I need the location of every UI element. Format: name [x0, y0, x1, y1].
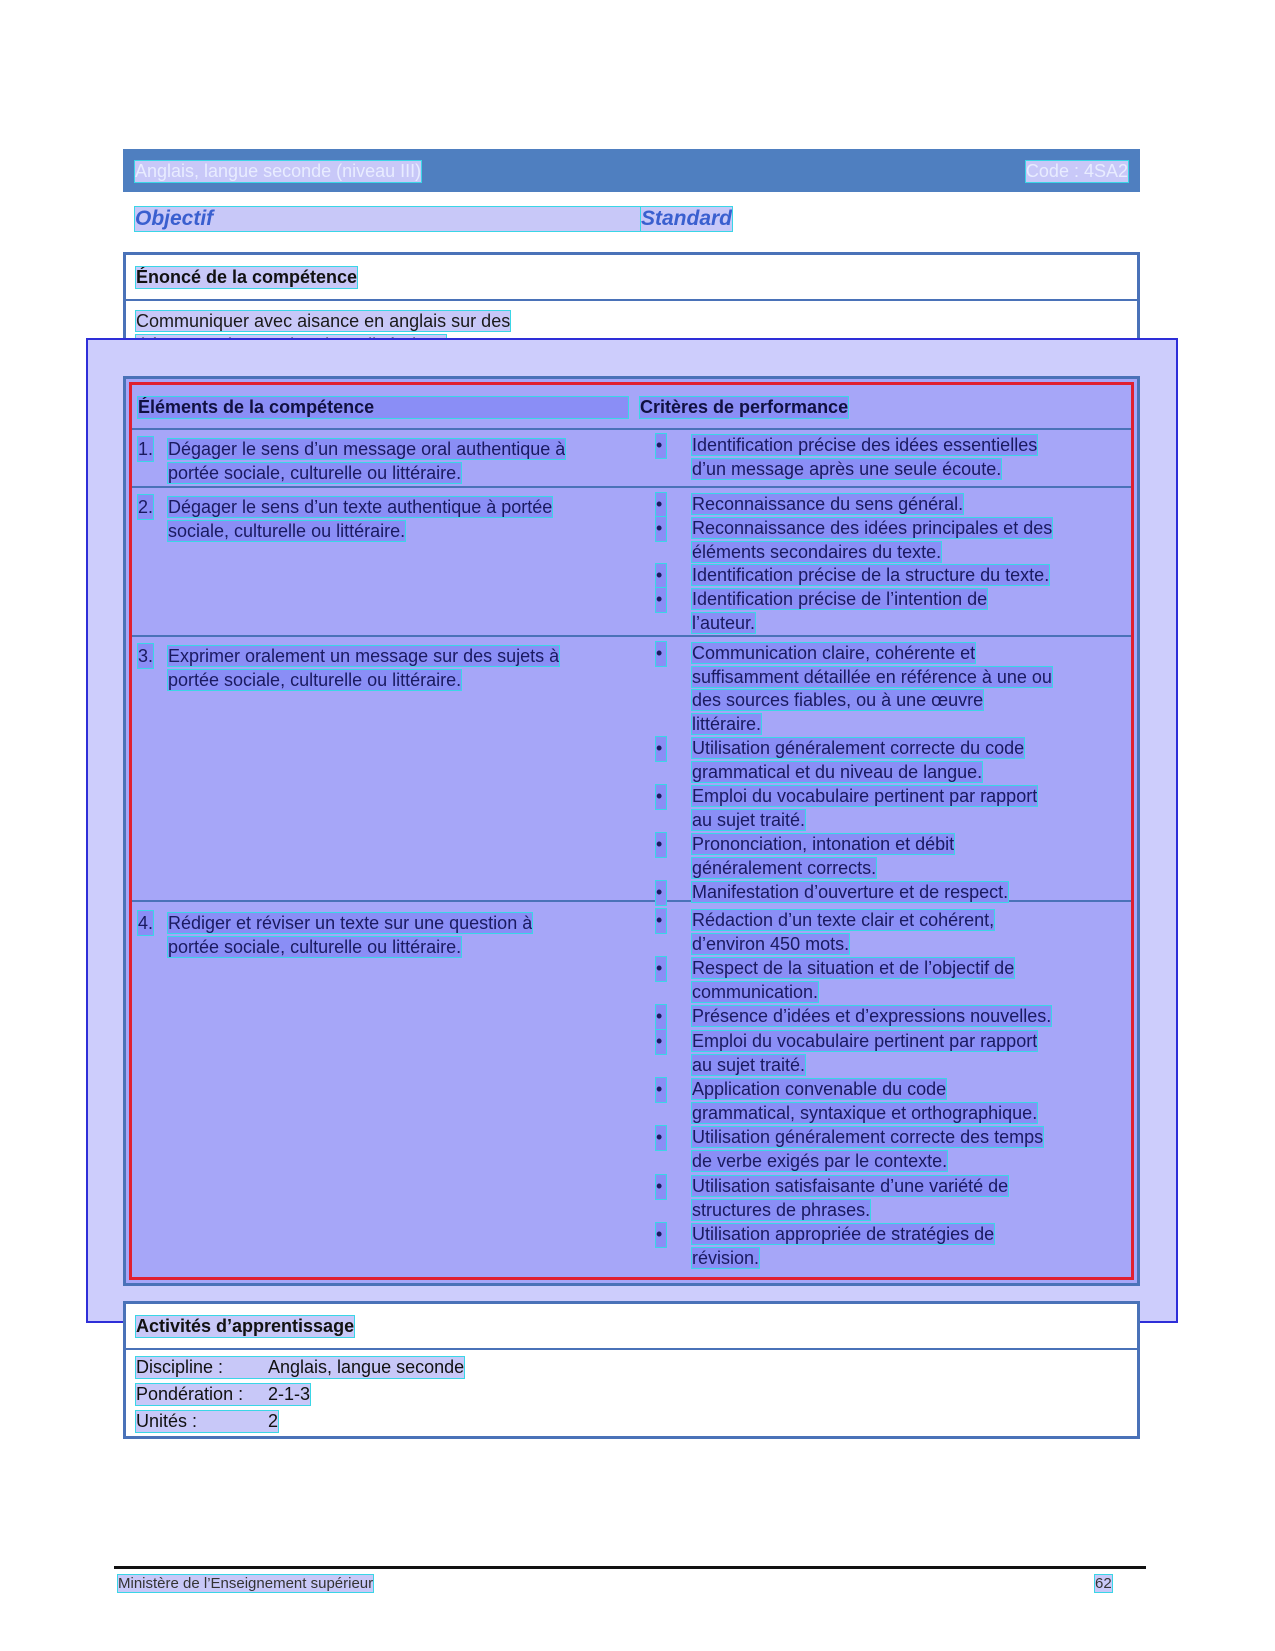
criterion-line: des sources fiables, ou à une œuvre [692, 690, 984, 710]
criterion-line: d’environ 450 mots. [692, 933, 850, 954]
course-title-bar [123, 149, 1140, 192]
element-line: sociale, culturelle ou littéraire. [168, 521, 406, 541]
criterion-line: Identification précise de la structure du texte. [692, 565, 1050, 585]
bullet-icon: • [656, 434, 666, 458]
element-number: 2. [138, 497, 154, 517]
footer-page-number: 62 [1095, 1575, 1112, 1592]
criterion-line: révision. [692, 1247, 760, 1268]
bullet-icon: • [656, 1223, 666, 1247]
criterion-line: Rédaction d’un texte clair et cohérent, [692, 910, 995, 930]
bullet-icon: • [656, 1078, 666, 1102]
element-line: portée sociale, culturelle ou littéraire. [168, 937, 462, 957]
criterion-line: Emploi du vocabulaire pertinent par rapport [692, 786, 1038, 806]
bullet-icon: • [656, 957, 666, 981]
criterion-line: Manifestation d’ouverture et de respect. [692, 882, 1009, 902]
bullet-icon: • [656, 1030, 666, 1054]
row-divider [132, 428, 1131, 430]
criterion-line: l’auteur. [692, 612, 756, 633]
activites-box [123, 1301, 1140, 1439]
elements-table-selection [129, 382, 1134, 1280]
bullet-icon: • [656, 1126, 666, 1150]
standard-label: Standard [641, 207, 733, 230]
criterion-line: suffisamment détaillée en référence à une ou [692, 666, 1052, 687]
ponderation-label: Pondération : [136, 1384, 244, 1404]
criterion-line: Utilisation appropriée de stratégies de [692, 1224, 995, 1244]
ponderation-row [136, 1384, 310, 1405]
col-criteres-heading: Critères de performance [640, 397, 849, 417]
criterion-line: Utilisation généralement correcte des temps [692, 1127, 1044, 1147]
footer-ministry: Ministère de l’Enseignement supérieur [118, 1575, 374, 1592]
criterion-line: au sujet traité. [692, 809, 806, 830]
enonce-line-1: Communiquer avec aisance en anglais sur des [136, 311, 511, 331]
criterion-line: Application convenable du code [692, 1079, 947, 1099]
enonce-divider [126, 299, 1137, 301]
unites-label: Unités : [136, 1411, 198, 1431]
bullet-icon: • [656, 642, 666, 666]
objectif-standard-row [135, 207, 732, 231]
criterion-line: Identification précise des idées essentielles [692, 435, 1038, 455]
course-code: Code : 4SA2 [1025, 161, 1128, 181]
criterion-line: Utilisation satisfaisante d’une variété de [692, 1176, 1009, 1196]
criterion-line: Présence d’idées et d’expressions nouvelles. [692, 1006, 1052, 1026]
footer-rule [114, 1566, 1146, 1569]
discipline-label: Discipline : [136, 1357, 224, 1377]
enonce-heading: Énoncé de la compétence [136, 267, 358, 287]
criterion-line: grammatical et du niveau de langue. [692, 761, 983, 782]
element-line: Exprimer oralement un message sur des sujets à [168, 646, 560, 666]
unites-value: 2 [268, 1411, 279, 1431]
unites-row [136, 1411, 278, 1432]
discipline-row [136, 1357, 464, 1378]
criterion-line: Prononciation, intonation et débit [692, 834, 955, 854]
criterion-line: d’un message après une seule écoute. [692, 458, 1002, 479]
element-number: 4. [138, 913, 154, 933]
criterion-line: Emploi du vocabulaire pertinent par rapport [692, 1031, 1038, 1051]
criterion-line: éléments secondaires du texte. [692, 541, 942, 562]
bullet-icon: • [656, 588, 666, 612]
elements-table [123, 376, 1140, 1286]
criterion-line: Reconnaissance des idées principales et des [692, 518, 1053, 538]
bullet-icon: • [656, 564, 666, 588]
bullet-icon: • [656, 785, 666, 809]
criterion-line: structures de phrases. [692, 1199, 871, 1220]
bullet-icon: • [656, 1175, 666, 1199]
ponderation-value: 2-1-3 [268, 1384, 311, 1404]
bullet-icon: • [656, 493, 666, 517]
bullet-icon: • [656, 833, 666, 857]
col-elements-heading: Éléments de la compétence [138, 397, 628, 418]
criterion-line: Communication claire, cohérente et [692, 643, 976, 663]
bullet-icon: • [656, 909, 666, 933]
row-divider [132, 486, 1131, 488]
row-divider [132, 635, 1131, 637]
element-number: 1. [138, 439, 154, 459]
element-line: portée sociale, culturelle ou littéraire. [168, 463, 462, 483]
activites-heading: Activités d’apprentissage [136, 1316, 355, 1336]
discipline-value: Anglais, langue seconde [268, 1357, 465, 1377]
criterion-line: grammatical, syntaxique et orthographique. [692, 1102, 1038, 1123]
criterion-line: Respect de la situation et de l’objectif de [692, 958, 1015, 978]
element-number: 3. [138, 646, 154, 666]
criterion-line: littéraire. [692, 713, 762, 734]
criterion-line: Utilisation généralement correcte du code [692, 738, 1025, 758]
criterion-line: de verbe exigés par le contexte. [692, 1150, 948, 1171]
bullet-icon: • [656, 517, 666, 541]
bullet-icon: • [656, 1005, 666, 1029]
criterion-line: généralement corrects. [692, 857, 877, 878]
bullet-icon: • [656, 881, 666, 905]
objectif-label: Objectif [135, 207, 641, 231]
criterion-line: communication. [692, 981, 819, 1002]
bullet-icon: • [656, 737, 666, 761]
element-line: Dégager le sens d’un message oral authentique à [168, 439, 566, 459]
element-line: portée sociale, culturelle ou littéraire. [168, 670, 462, 690]
element-line: Dégager le sens d’un texte authentique à portée [168, 497, 553, 517]
criterion-line: Identification précise de l’intention de [692, 589, 988, 609]
element-line: Rédiger et réviser un texte sur une question à [168, 913, 533, 933]
course-title: Anglais, langue seconde (niveau III) [135, 161, 422, 181]
activites-divider [126, 1348, 1137, 1350]
criterion-line: au sujet traité. [692, 1054, 806, 1075]
criterion-line: Reconnaissance du sens général. [692, 494, 964, 514]
